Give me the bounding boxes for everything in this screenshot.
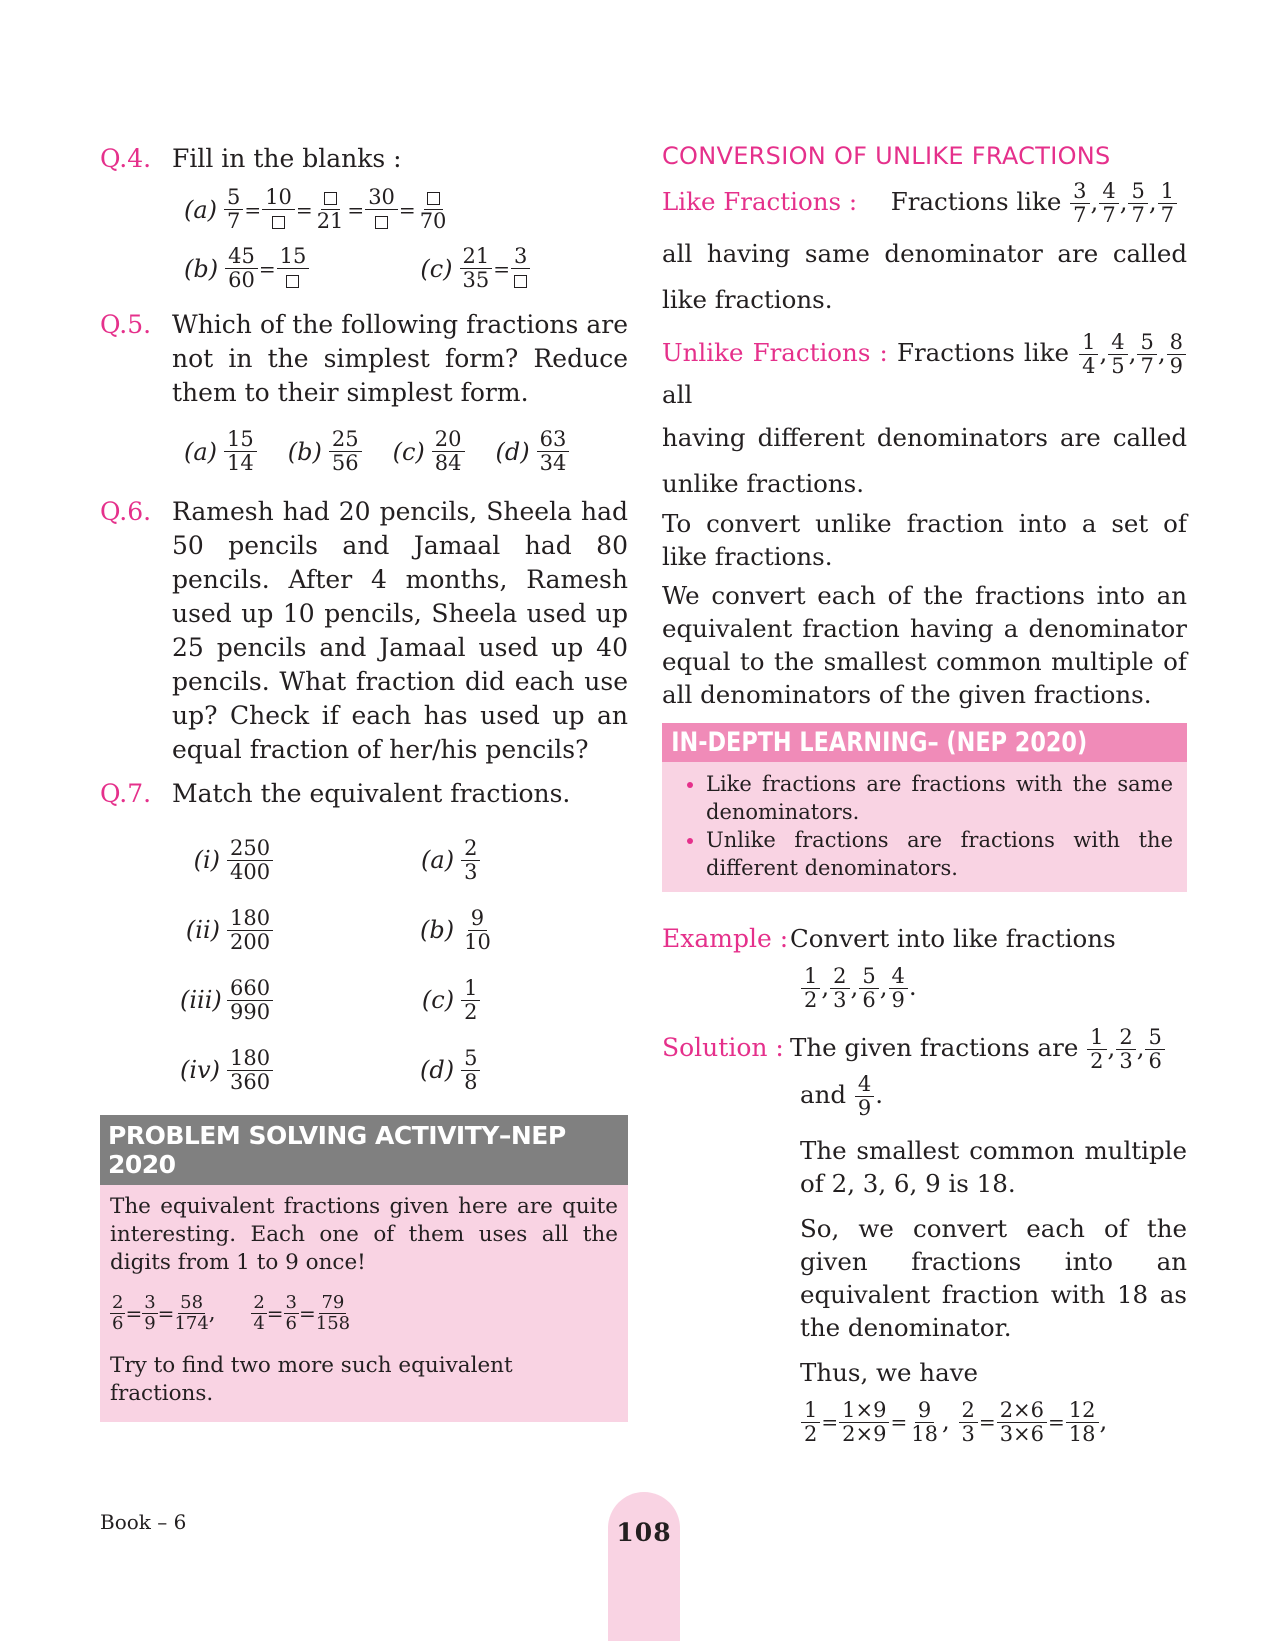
fraction: $\frac{20}{84}$ (432, 428, 465, 475)
option-label: (b) (287, 437, 322, 466)
activity-fractions: $\frac{2}{6}$ = $\frac{3}{9}$ = $\frac{58}{174}$ , $\frac{2}{4}$ = $\frac{3}{6}$ = $\frac{79}{158}$ (112, 1292, 351, 1334)
blank-box (272, 216, 285, 229)
book-label: Book – 6 (100, 1510, 187, 1534)
q4-parts-bc: (b) $\frac{45}{60}$ = 15 (c) $\frac{21}{35}$ = 3 (184, 245, 628, 292)
question-7 (100, 777, 628, 1105)
match-row: (iii) $\frac{660}{990}$ (c) $\frac{1}{2}$ (180, 965, 628, 1035)
fraction: $\frac{63}{34}$ (537, 428, 570, 475)
method-text: We convert each of the fractions into an equivalent fraction having a denominator equal to the smallest common multiple of all denominators of the given fractions. (662, 581, 1187, 709)
list-item: • Unlike fractions are fractions with the different denominators. (706, 826, 1173, 882)
question-text: Match the equivalent fractions. (172, 779, 571, 808)
fraction: 10 (262, 186, 295, 233)
blank-box (286, 275, 299, 288)
match-row: (i) $\frac{250}{400}$ (a) $\frac{2}{3}$ (180, 825, 628, 895)
fraction: $\frac{180}{360}$ (227, 1047, 273, 1094)
nep-list (676, 770, 1173, 882)
blank-box (427, 192, 440, 205)
right-column (662, 142, 1187, 1446)
fraction: $\frac{2}{3}$ (461, 837, 480, 884)
question-number: Q.5. (100, 310, 152, 339)
blank-box (375, 216, 388, 229)
fraction: 70 (417, 186, 450, 233)
fraction: 21 (314, 186, 347, 233)
calculation: $\frac{1}{2}$ = $\frac{1\times 9}{2\times 9}$ = $\frac{9}{18}$ , $\frac{2}{3}$ = $\frac{2\times 6}{3\times 6}$ = $\frac{12}{18}$ , (800, 1399, 1187, 1446)
blank-box (324, 192, 337, 205)
page-number-tab (608, 1492, 680, 1641)
question-text: Fill in the blanks : (172, 144, 402, 173)
fraction: $\frac{9}{10}$ (464, 905, 491, 954)
page-number: 108 (616, 1518, 672, 1547)
solution: Solution : The given fractions are $\frac{1}{2}$ , $\frac{2}{3}$ , $\frac{5}{6}$ and $\frac{4}{9}$ . The smallest common multiple of 2, 3, 6, 9 is 18. So, we convert each of the given fractions into an equivalent fraction with 18 as the denominator. Thus, we have $\frac{1}{2}$ = $\frac{1\times 9}{2\times 9}$ = $\frac{9}{18}$ , $\frac{2}{3}$ = $\frac{2\times 6}{3\times 6}$ = $\frac{12}{18}$ , (662, 1025, 1187, 1446)
question-text: Which of the following fractions are not in the simplest form? Reduce them to their simplest form. (172, 310, 628, 407)
activity-box (100, 1185, 628, 1422)
question-4 (100, 142, 628, 292)
section-heading: CONVERSION OF UNLIKE FRACTIONS (662, 142, 1111, 170)
activity-text: The equivalent fractions given here are quite interesting. Each one of them uses all the digits from 1 to 9 once! (110, 1194, 618, 1275)
convert-explanation: So, we convert each of the given fractions into an equivalent fraction with 18 as the denominator. (800, 1214, 1187, 1342)
match-table (180, 825, 628, 1105)
fraction: $\frac{25}{56}$ (329, 428, 362, 475)
fraction: $\frac{1}{2}$ (461, 977, 480, 1024)
thus-text: Thus, we have (800, 1358, 979, 1387)
option-label: (b) (184, 254, 219, 283)
fraction: $\frac{5}{8}$ (461, 1047, 480, 1094)
list-item: • Like fractions are fractions with the same denominators. (706, 770, 1173, 826)
option-label: (a) (184, 437, 218, 466)
term-label: Unlike Fractions : (662, 338, 888, 367)
unlike-fractions-definition: Unlike Fractions : Fractions like $\frac{1}{4}$ , $\frac{4}{5}$ , $\frac{5}{7}$ , $\frac{8}{9}$ all having different denominators are called unlike fractions. (662, 330, 1187, 498)
nep-learning-box (662, 723, 1187, 892)
question-number: Q.6. (100, 497, 152, 526)
nep-content (662, 762, 1187, 892)
fraction: 3 (511, 245, 530, 292)
option-label: (c) (392, 437, 425, 466)
option-label: (c) (420, 254, 453, 283)
example-fractions: $\frac{1}{2}$ , $\frac{2}{3}$ , $\frac{5}{6}$ , $\frac{4}{9}$ . (800, 965, 1187, 1012)
blank-box (514, 275, 527, 288)
like-fractions-definition: Like Fractions : Fractions like $\frac{3}{7}$ , $\frac{4}{7}$ , $\frac{5}{7}$ , $\frac{1}{7}$ all having same denominator are called like fractions. (662, 179, 1187, 314)
fraction: $\frac{21}{35}$ (460, 245, 493, 292)
q5-options (184, 428, 628, 475)
fraction: $\frac{250}{400}$ (227, 837, 273, 884)
match-row: (iv) $\frac{180}{360}$ (d) $\frac{5}{8}$ (180, 1035, 628, 1105)
fraction: $\frac{15}{14}$ (224, 428, 257, 475)
question-6 (100, 495, 628, 767)
q4-part-a: (a) $\frac{5}{7}$ = 10 = 21 = 30 = 70 (184, 186, 628, 233)
match-row: (ii) $\frac{180}{200}$ (b) $\frac{9}{10}$ (180, 895, 628, 965)
activity-footer: Try to find two more such equivalent fractions. (110, 1353, 513, 1406)
fraction: $\frac{180}{200}$ (227, 907, 273, 954)
convert-text: To convert unlike fraction into a set of like fractions. (662, 509, 1187, 571)
activity-heading: PROBLEM SOLVING ACTIVITY–NEP 2020 (100, 1115, 628, 1185)
question-5 (100, 308, 628, 475)
option-label: (d) (495, 437, 530, 466)
question-text: Ramesh had 20 pencils, Sheela had 50 pencils and Jamaal had 80 pencils. After 4 months, Ramesh used up 10 pencils, Sheela used up 25 pencils and Jamaal used up 40 pencils. What fraction did each use up? Check if each has used up an equal fraction of her/his pencils? (172, 497, 628, 764)
fraction: $\frac{45}{60}$ (225, 245, 258, 292)
problem-solving-activity (100, 1115, 628, 1422)
scm-text: The smallest common multiple of 2, 3, 6, 9 is 18. (800, 1136, 1187, 1198)
fraction: $\frac{660}{990}$ (227, 977, 273, 1024)
option-label: (a) (184, 195, 218, 224)
question-number: Q.4. (100, 144, 152, 173)
fraction: $\frac{5}{7}$ (224, 186, 243, 233)
fraction: 15 (277, 245, 310, 292)
fraction: 30 (365, 186, 398, 233)
question-number: Q.7. (100, 779, 152, 808)
term-label: Like Fractions : (662, 187, 858, 216)
left-column (100, 142, 628, 1422)
example: Example :Convert into like fractions $\frac{1}{2}$ , $\frac{2}{3}$ , $\frac{5}{6}$ , $\frac{4}{9}$ . (662, 922, 1187, 1012)
nep-heading: IN-DEPTH LEARNING– (NEP 2020) (662, 723, 1187, 762)
